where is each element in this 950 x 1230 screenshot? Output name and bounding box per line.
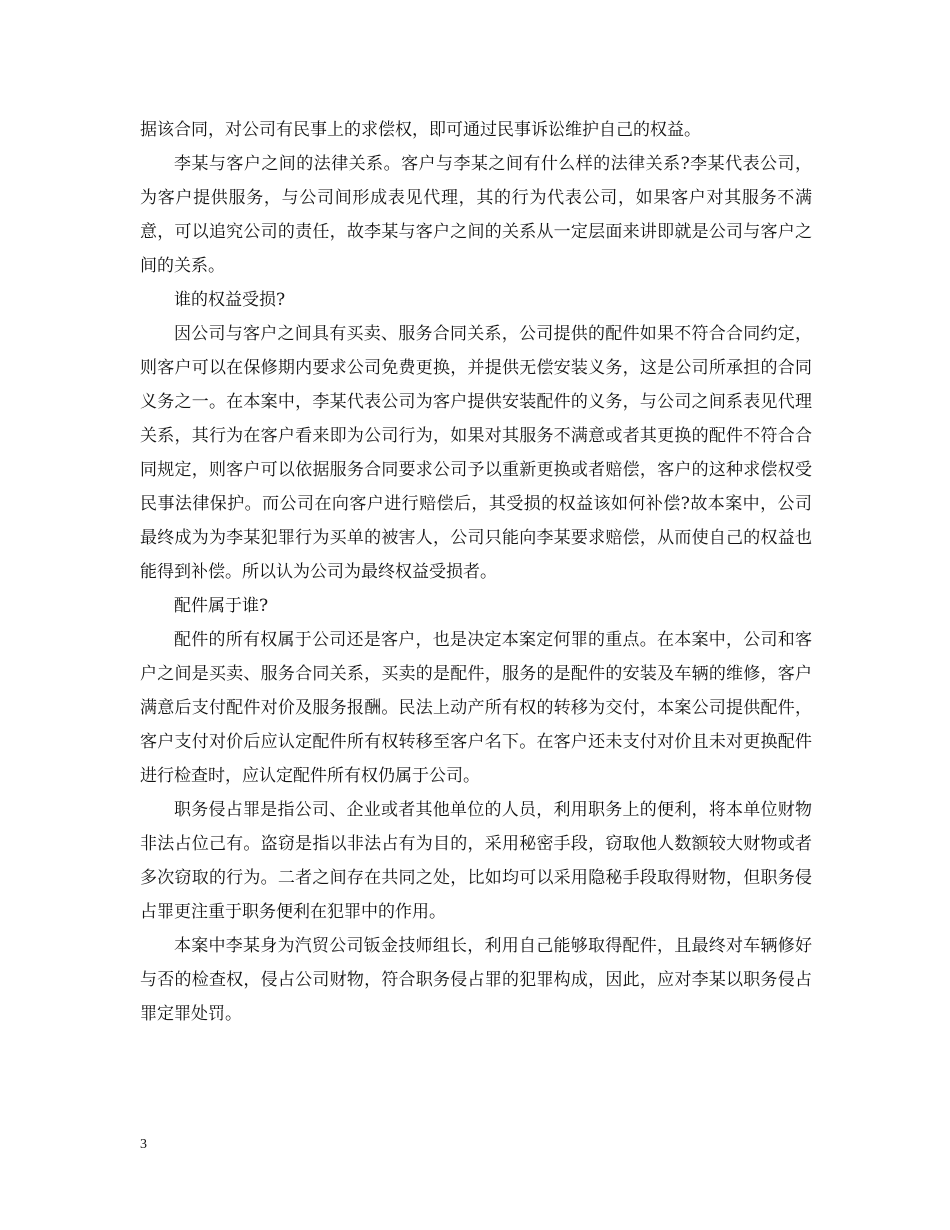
- paragraph-conclusion: 本案中李某身为汽贸公司钣金技师组长，利用自己能够取得配件，且最终对车辆修好与否的检查权，侵占公司财物，符合职务侵占罪的犯罪构成，因此，应对李某以职务侵占罪定罪处罚。: [140, 936, 812, 1024]
- heading-whose-rights: 谁的权益受损?: [174, 290, 286, 310]
- paragraph-parts-ownership: 配件的所有权属于公司还是客户，也是决定本案定何罪的重点。在本案中，公司和客户之间是买卖、服务合同关系，买卖的是配件，服务的是配件的安装及车辆的维修，客户满意后支付配件对价及服务报酬。民法上动产所有权的转移为交付，本案公司提供配件，客户支付对价后应认定配件所有权转移至客户名下。在客户还未支付对价且未对更换配件进行检查时，应认定配件所有权仍属于公司。: [140, 630, 812, 786]
- paragraph-crime-definition: 职务侵占罪是指公司、企业或者其他单位的人员，利用职务上的便利，将本单位财物非法占位己有。盗窃是指以非法占有为目的，采用秘密手段，窃取他人数额较大财物或者多次窃取的行为。二者之间存在共同之处，比如均可以采用隐秘手段取得财物，但职务侵占罪更注重于职务便利在犯罪中的作用。: [140, 800, 812, 922]
- heading-parts-ownership: 配件属于谁?: [174, 596, 269, 616]
- page-number: 3: [140, 1137, 147, 1152]
- paragraph-legal-relation: 李某与客户之间的法律关系。客户与李某之间有什么样的法律关系?李某代表公司，为客户提供服务，与公司间形成表见代理，其的行为代表公司，如果客户对其服务不满意，可以追究公司的责任，故李某与客户之间的关系从一定层面来讲即就是公司与客户之间的关系。: [140, 154, 812, 276]
- paragraph-contract-claim: 据该合同，对公司有民事上的求偿权，即可通过民事诉讼维护自己的权益。: [140, 120, 701, 140]
- paragraph-rights-damaged: 因公司与客户之间具有买卖、服务合同关系，公司提供的配件如果不符合合同约定，则客户可以在保修期内要求公司免费更换，并提供无偿安装义务，这是公司所承担的合同义务之一。在本案中，李某代表公司为客户提供安装配件的义务，与公司之间系表见代理关系，其行为在客户看来即为公司行为，如果对其服务不满意或者其更换的配件不符合合同规定，则客户可以依据服务合同要求公司予以重新更换或者赔偿，客户的这种求偿权受民事法律保护。而公司在向客户进行赔偿后，其受损的权益该如何补偿?故本案中，公司最终成为为李某犯罪行为买单的被害人，公司只能向李某要求赔偿，从而使自己的权益也能得到补偿。所以认为公司为最终权益受损者。: [140, 324, 812, 582]
- document-body: [140, 113, 812, 1031]
